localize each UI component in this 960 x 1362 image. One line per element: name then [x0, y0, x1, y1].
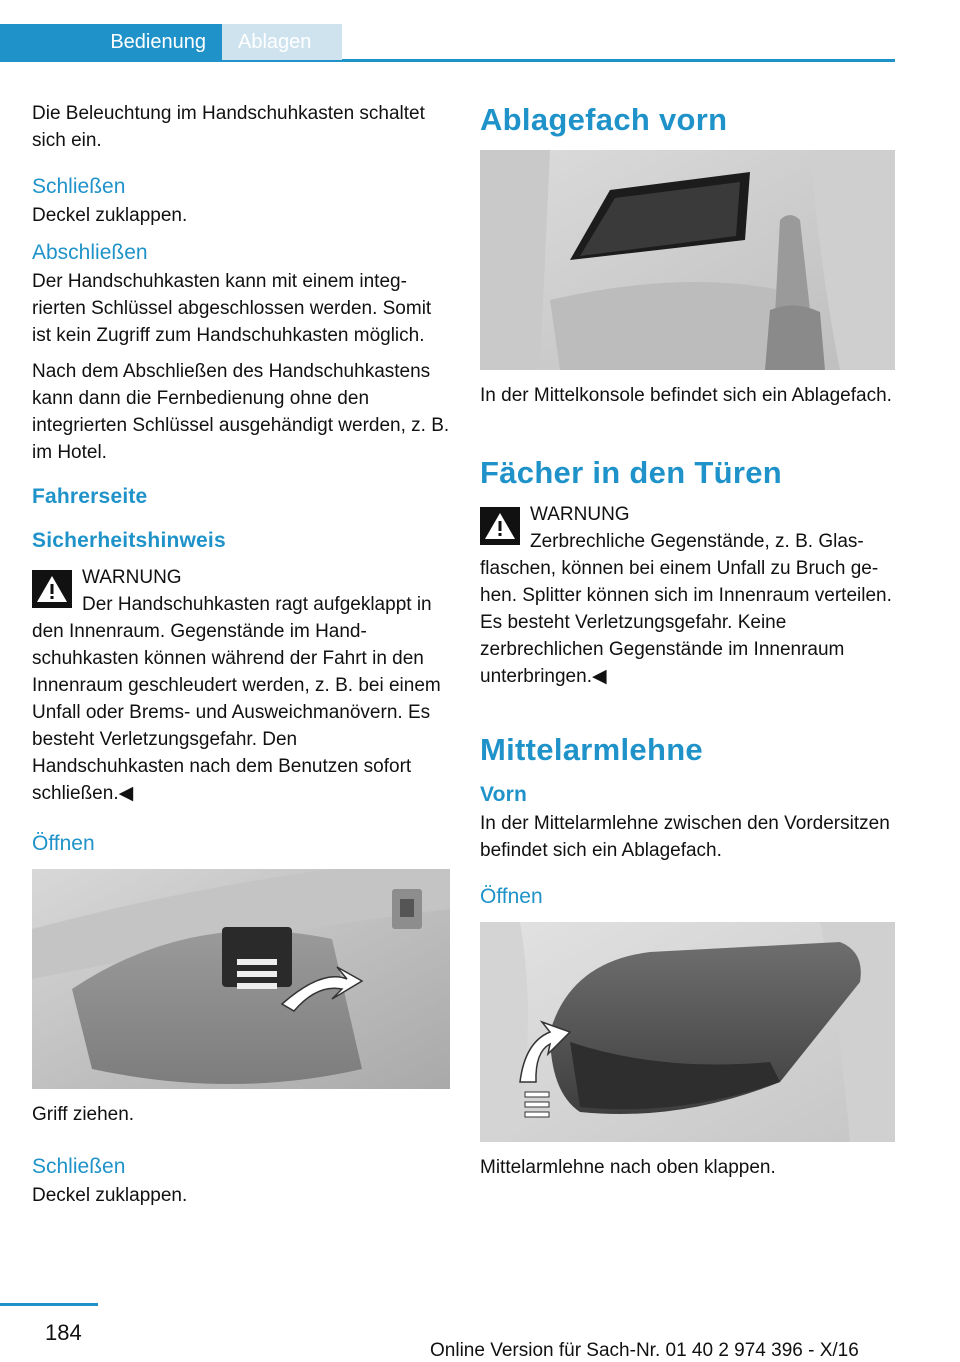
heading-sicherheitshinweis: Sicherheitshinweis	[32, 529, 226, 552]
intro-paragraph: Die Beleuchtung im Handschuhkasten schaltet sich ein.	[32, 103, 425, 151]
page-number: 184	[45, 1320, 82, 1345]
heading-faecher-tueren: Fächer in den Türen	[480, 455, 782, 490]
warning-icon	[480, 507, 520, 545]
heading-abschliessen: Abschließen	[32, 241, 148, 264]
heading-schliessen: Schließen	[32, 175, 126, 198]
warning-label: WARNUNG	[82, 567, 182, 588]
tab-ablagen[interactable]: Ablagen	[222, 24, 342, 60]
armrest-open-image	[480, 922, 895, 1142]
footer-rule	[0, 1303, 98, 1306]
abschliessen-text-1: Der Handschuhkasten kann mit einem integrierten Schlüssel abgeschlossen werden. Somit ist kein Zugriff zum Handschuhkasten möglich.	[32, 271, 432, 346]
warning-block-doors	[480, 501, 895, 690]
warning-block-glovebox	[32, 564, 450, 807]
armrest-caption: Mittelarmlehne nach oben klappen.	[480, 1157, 776, 1178]
vorn-text: In der Mittelarmlehne zwischen den Vordersitzen befindet sich ein Ablagefach.	[480, 813, 890, 861]
warning-text: Der Handschuhkasten ragt aufgeklappt in den Innenraum. Gegenstände im Handschuhkasten können während der Fahrt in den Innenraum geschleudert werden, z. B. bei einem Unfall oder Brems- und Ausweichmanövern. Es besteht Verletzungsgefahr. Den Handschuhkasten nach dem Benutzen sofort schließen.◀	[32, 594, 441, 804]
glovebox-handle-image	[32, 869, 450, 1089]
abschliessen-text-2: Nach dem Abschließen des Handschuhkastens kann dann die Fernbedienung ohne den integrierten Schlüssel ausgehändigt werden, z. B. im Hotel.	[32, 361, 450, 463]
center-console-compartment-image	[480, 150, 895, 370]
heading-vorn: Vorn	[480, 783, 528, 806]
schliessen-text-2: Deckel zuklappen.	[32, 1185, 188, 1206]
left-column	[32, 100, 450, 1218]
header-tabbar	[0, 0, 895, 62]
heading-mittelarmlehne: Mittelarmlehne	[480, 732, 703, 767]
right-column	[480, 100, 895, 1190]
heading-fahrerseite: Fahrerseite	[32, 485, 148, 508]
heading-ablagefach-vorn: Ablagefach vorn	[480, 102, 728, 137]
heading-oeffnen-right: Öffnen	[480, 885, 543, 908]
schliessen-text: Deckel zuklappen.	[32, 205, 188, 226]
ablagefach-text: In der Mittelkonsole befindet sich ein Ablagefach.	[480, 385, 892, 406]
footer-online-version: Online Version für Sach-Nr. 01 40 2 974 396 - X/16	[430, 1340, 859, 1361]
warning-text: Zerbrechliche Gegenstände, z. B. Glasflaschen, können bei einem Unfall zu Bruch gehen. Splitter können sich im Innenraum verteilen. Es besteht Verletzungsgefahr. Keine zerbrechlichen Gegenstände im Innenraum unterbringen.◀	[480, 531, 892, 687]
oeffnen-caption: Griff ziehen.	[32, 1104, 135, 1125]
tab-bedienung[interactable]: Bedienung	[0, 24, 222, 60]
heading-oeffnen: Öffnen	[32, 832, 95, 855]
warning-icon	[32, 570, 72, 608]
heading-schliessen-2: Schließen	[32, 1155, 126, 1178]
warning-label: WARNUNG	[530, 504, 630, 525]
